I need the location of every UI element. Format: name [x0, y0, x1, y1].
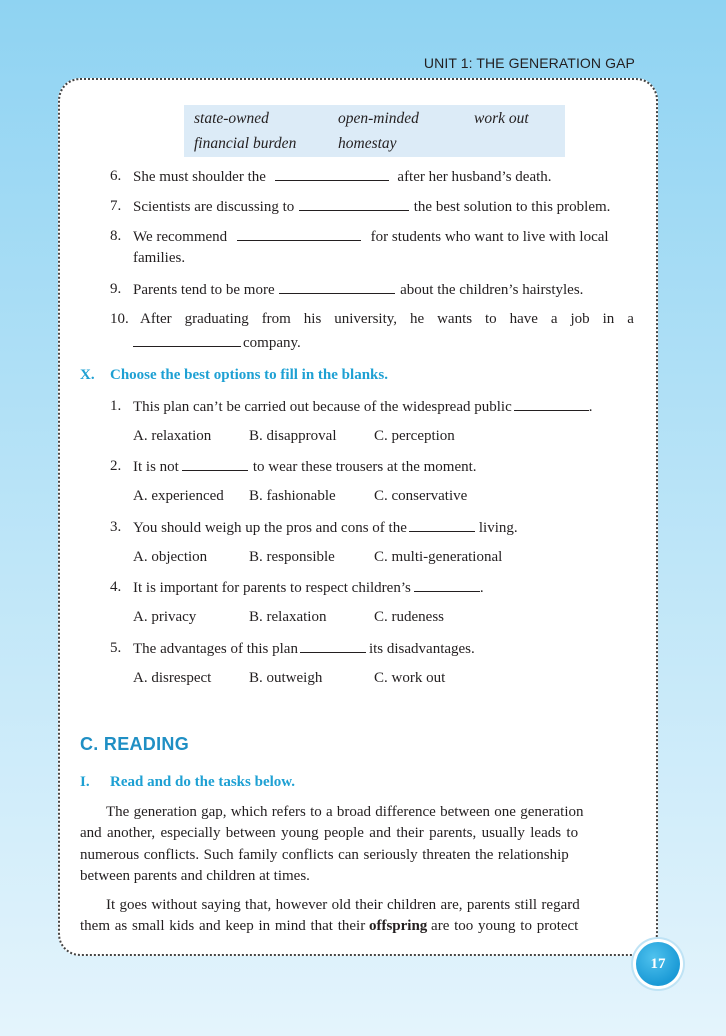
item-text-before: She must shoulder the: [133, 169, 266, 185]
question-number: 1.: [110, 398, 122, 414]
option-c[interactable]: C. work out: [374, 670, 446, 686]
answer-blank[interactable]: [414, 579, 480, 592]
option-b[interactable]: B. fashionable: [249, 488, 336, 504]
question-text: It is important for parents to respect children’s: [133, 580, 411, 596]
question: [110, 398, 593, 415]
word: a: [550, 311, 558, 327]
answer-blank[interactable]: [279, 281, 395, 294]
question-number: 3.: [110, 519, 122, 535]
word: university,: [334, 311, 398, 327]
item-continuation: [133, 334, 301, 352]
word-box-item: open-minded: [338, 110, 419, 127]
item-text-before: Scientists are discussing to: [133, 199, 295, 215]
option-a[interactable]: A. objection: [133, 549, 208, 565]
item-text-before: Parents tend to be more: [133, 282, 275, 298]
answer-blank[interactable]: [409, 519, 475, 532]
section-title-text: Choose the best options to fill in the blanks.: [110, 367, 388, 383]
exercise-item: [110, 228, 634, 245]
word: to: [485, 311, 497, 327]
word-box-item: financial burden: [194, 135, 297, 152]
question: [110, 579, 484, 596]
word: wants: [437, 311, 473, 327]
answer-blank[interactable]: [275, 168, 389, 181]
option-b[interactable]: B. responsible: [249, 549, 335, 565]
option-a[interactable]: A. disrespect: [133, 670, 212, 686]
word: from: [261, 311, 291, 327]
answer-blank[interactable]: [133, 334, 241, 347]
item-text-after: about the children’s hairstyles.: [400, 282, 584, 298]
item-text-after: the best solution to this problem.: [413, 199, 611, 215]
question-text: This plan can’t be carried out because of the widespread public: [133, 399, 512, 415]
task-number: I.: [80, 774, 90, 790]
paragraph-text: between parents and children at times.: [80, 868, 310, 884]
item-continuation: families.: [133, 250, 186, 266]
answer-blank[interactable]: [237, 228, 361, 241]
paragraph-text: and another, especially between young people and their parents, usually leads to: [80, 825, 579, 841]
word-box: [184, 105, 565, 157]
option-c[interactable]: C. multi-generational: [374, 549, 503, 565]
exercise-item: [110, 168, 634, 185]
option-b[interactable]: B. relaxation: [249, 609, 327, 625]
option-a[interactable]: A. privacy: [133, 609, 197, 625]
bold-keyword: offspring: [368, 918, 428, 934]
option-a[interactable]: A. relaxation: [133, 428, 212, 444]
question: [110, 519, 518, 536]
section-number: X.: [80, 367, 95, 383]
question-text: It is not: [133, 459, 179, 475]
question-number: 4.: [110, 579, 122, 595]
paragraph-text: It goes without saying that, however old their children are, parents still regard: [106, 897, 580, 913]
option-a[interactable]: A. experienced: [133, 488, 224, 504]
question-text-after: living.: [478, 520, 518, 536]
paragraph-line: [80, 868, 634, 885]
option-c[interactable]: C. rudeness: [374, 609, 444, 625]
paragraph-line: [80, 918, 634, 935]
word-box-item: state-owned: [194, 110, 269, 127]
page-card: [58, 78, 658, 956]
word: he: [409, 311, 425, 327]
option-b[interactable]: B. disapproval: [249, 428, 337, 444]
exercise-item: [110, 311, 634, 328]
word: After: [140, 311, 172, 327]
item-text-justified: [140, 311, 634, 328]
item-text-after: company.: [243, 335, 301, 351]
item-number: 9.: [110, 281, 122, 297]
paragraph-text: them as small kids and keep in mind that their: [80, 918, 366, 934]
word: in: [602, 311, 615, 327]
paragraph-line: [106, 804, 634, 821]
question-text-after: .: [479, 580, 484, 596]
word-box-item: work out: [474, 110, 529, 127]
question-text: The advantages of this plan: [133, 641, 298, 657]
answer-blank[interactable]: [299, 198, 409, 211]
item-text-after: after her husband’s death.: [397, 169, 552, 185]
option-b[interactable]: B. outweigh: [249, 670, 323, 686]
item-number: 6.: [110, 168, 122, 184]
question-text-after: .: [588, 399, 593, 415]
paragraph-line: [80, 825, 634, 842]
question-text-after: its disadvantages.: [368, 641, 475, 657]
paragraph-line: [80, 847, 634, 864]
word: a: [627, 311, 634, 327]
question-text: You should weigh up the pros and cons of the: [133, 520, 407, 536]
paragraph-text: are too young to protect: [431, 918, 579, 934]
answer-blank[interactable]: [514, 398, 589, 411]
exercise-item: [110, 198, 634, 215]
page-number-badge: 17: [636, 942, 680, 986]
item-number: 10.: [110, 311, 129, 327]
question: [110, 640, 475, 657]
exercise-item: [110, 281, 634, 298]
unit-header: UNIT 1: THE GENERATION GAP: [423, 55, 635, 71]
answer-blank[interactable]: [300, 640, 366, 653]
paragraph-line: [106, 897, 634, 914]
question-number: 2.: [110, 458, 122, 474]
item-text-after: for students who want to live with local: [370, 229, 609, 245]
answer-blank[interactable]: [182, 458, 248, 471]
paragraph-text: The generation gap, which refers to a broad difference between one generation: [106, 804, 584, 820]
word: have: [509, 311, 538, 327]
word: job: [570, 311, 590, 327]
question: [110, 458, 477, 475]
item-number: 8.: [110, 228, 122, 244]
task-title-text: Read and do the tasks below.: [110, 774, 296, 790]
word-box-item: homestay: [338, 135, 397, 152]
word: graduating: [184, 311, 249, 327]
item-number: 7.: [110, 198, 122, 214]
reading-heading: C. READING: [80, 734, 190, 754]
option-c[interactable]: C. conservative: [374, 488, 468, 504]
item-text-before: We recommend: [133, 229, 228, 245]
question-text-after: to wear these trousers at the moment.: [252, 459, 477, 475]
question-number: 5.: [110, 640, 122, 656]
option-c[interactable]: C. perception: [374, 428, 455, 444]
paragraph-text: numerous conflicts. Such family conflicts can seriously threaten the relationship: [80, 847, 569, 863]
word: his: [303, 311, 322, 327]
